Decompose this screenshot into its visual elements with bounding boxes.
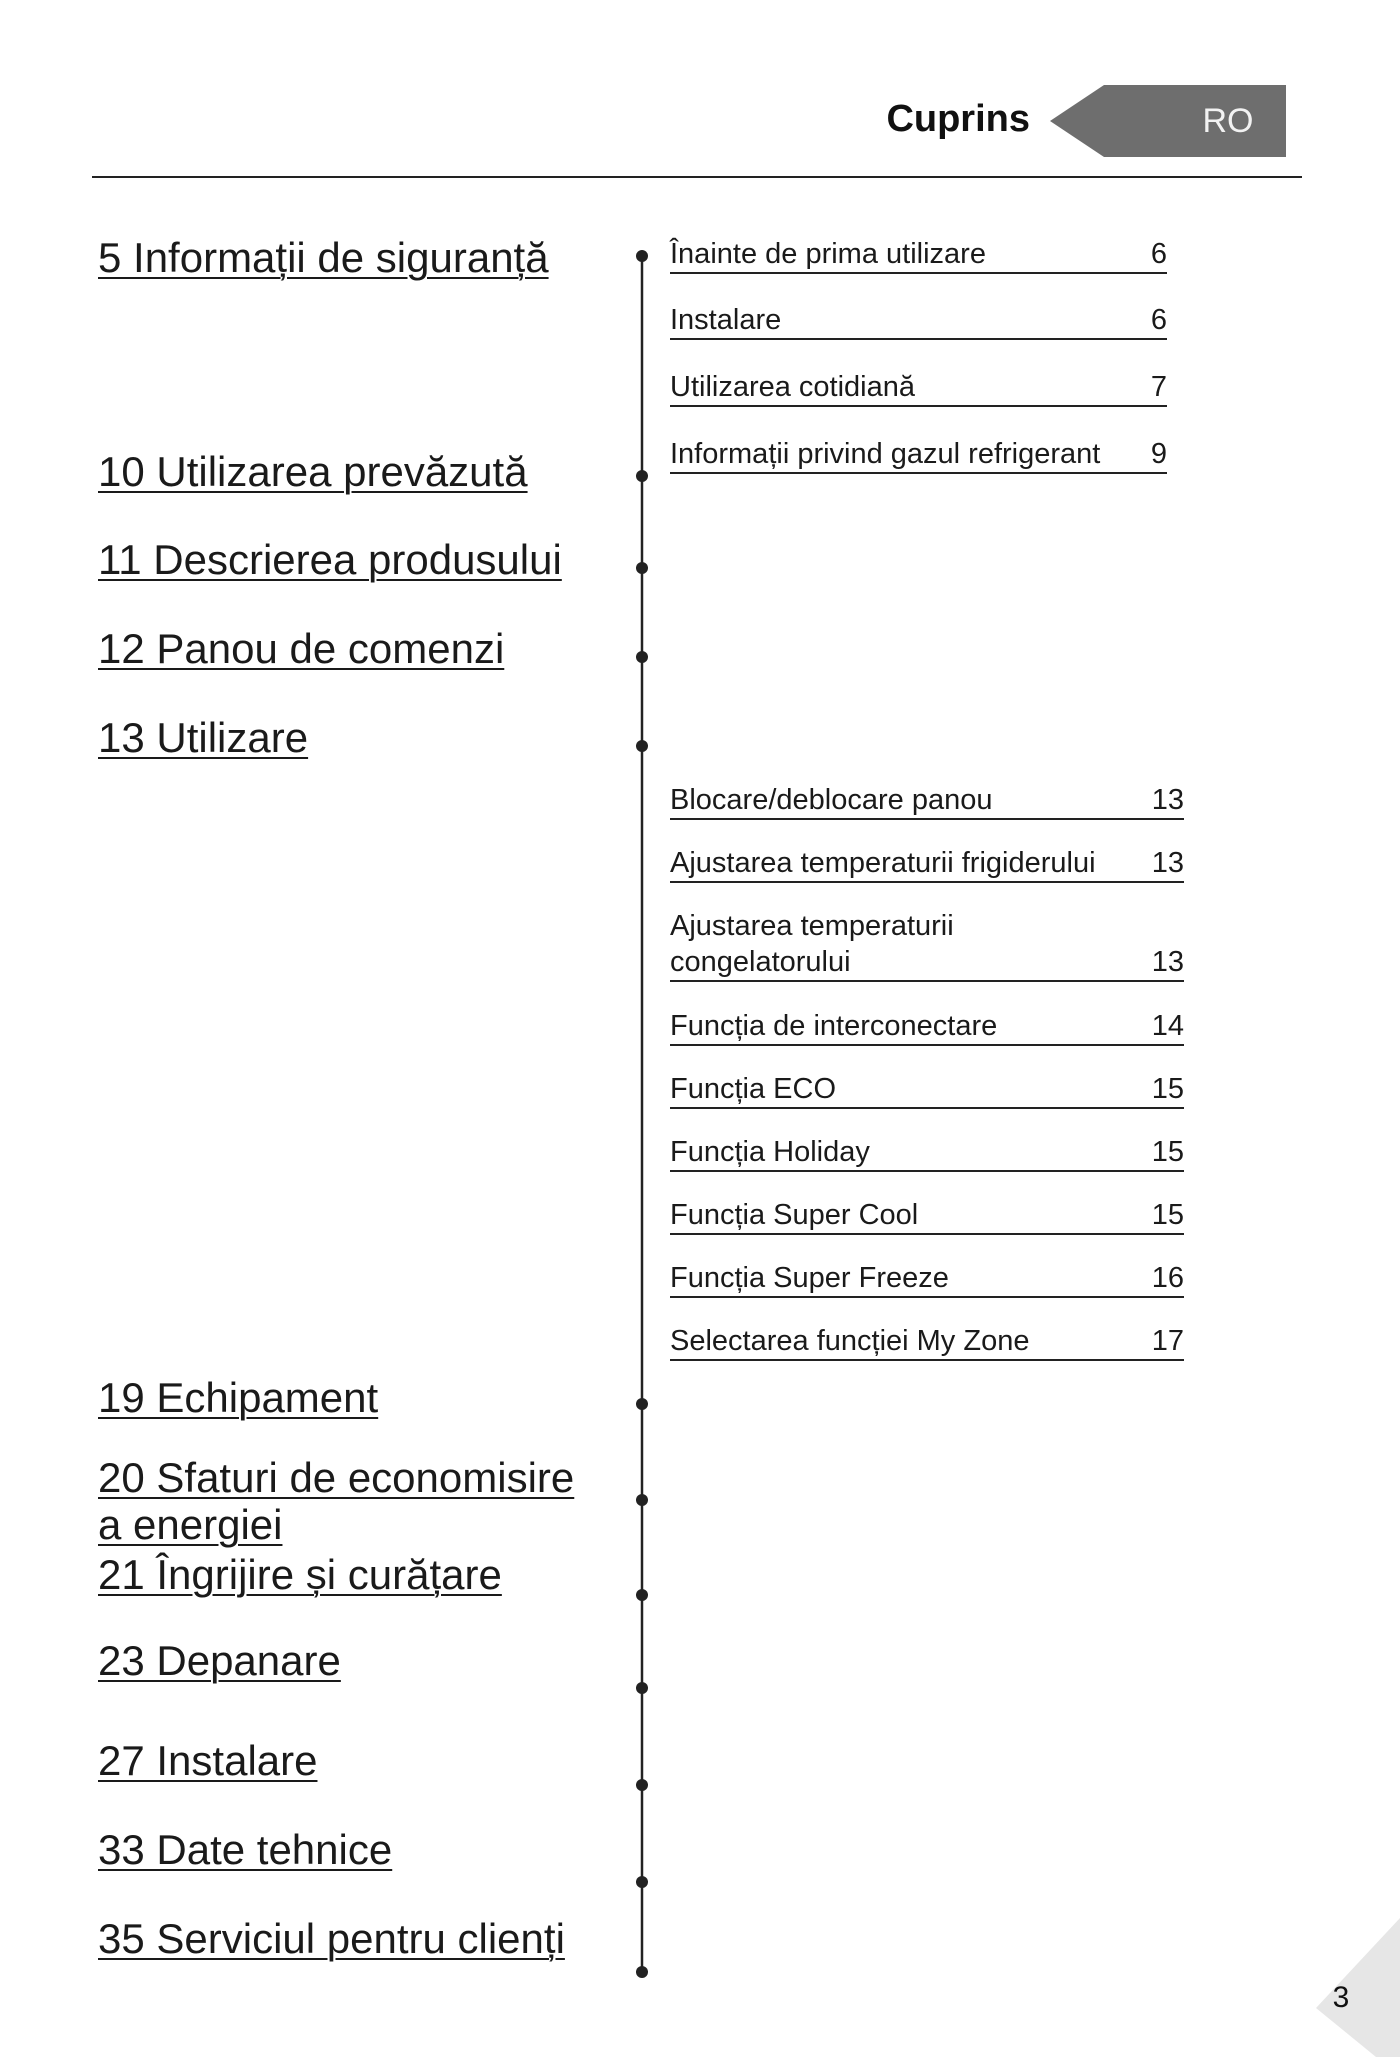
toc-subsection[interactable] [670,1323,1184,1361]
chapter-label: 27 Instalare [98,1737,318,1784]
chapter-label: 5 Informații de siguranță [98,234,549,281]
subsection-title: Instalare [670,304,782,336]
timeline-dot [636,1876,648,1888]
chapter-label: 12 Panou de comenzi [98,625,505,672]
toc-subsection[interactable] [670,845,1184,883]
timeline-dot [636,1398,648,1410]
subsection-page: 13 [1151,784,1184,816]
toc-subsection[interactable] [670,1008,1184,1046]
chapter-label: 10 Utilizarea prevăzută [98,448,528,495]
toc-subsection[interactable] [670,1197,1184,1235]
toc-chapter-installation[interactable] [98,1737,598,1785]
language-label: RO [1202,102,1254,140]
subsection-page: 6 [1150,304,1167,336]
timeline-dot [636,1589,648,1601]
toc-chapter-technical-data[interactable] [98,1826,598,1874]
subsection-page: 14 [1151,1010,1184,1042]
subsection-page: 16 [1151,1262,1184,1294]
subsection-title: Funcția de interconectare [670,1010,998,1042]
subsection-page: 17 [1151,1325,1184,1357]
toc-chapter-intended-use[interactable] [98,448,598,496]
toc-subsection[interactable] [670,1071,1184,1109]
toc-subsection[interactable] [670,908,1184,982]
subsection-page: 9 [1150,438,1167,470]
toc-subsection[interactable] [670,1134,1184,1172]
toc-chapter-safety[interactable] [98,234,598,282]
timeline-dot [636,562,648,574]
timeline-dot [636,470,648,482]
toc-timeline [636,250,648,1980]
language-tab [1050,85,1286,157]
subsection-page: 15 [1151,1136,1184,1168]
subsection-title: Funcția Super Cool [670,1199,919,1231]
toc-chapter-equipment[interactable] [98,1374,598,1422]
chapter-label: 33 Date tehnice [98,1826,393,1873]
subsection-title: Funcția Holiday [670,1136,870,1168]
toc-subsection[interactable] [670,369,1167,407]
page-title: Cuprins [886,98,1030,140]
chapter-label: 35 Serviciul pentru clienți [98,1915,565,1962]
toc-chapter-control-panel[interactable] [98,625,598,673]
subsection-title: Ajustarea temperaturii congelatorului [670,910,954,978]
toc-chapter-customer-service[interactable] [98,1915,598,1963]
toc-chapter-care-cleaning[interactable] [98,1551,598,1599]
subsection-title: Funcția ECO [670,1073,836,1105]
timeline-dot [636,1779,648,1791]
toc-chapter-product-description[interactable] [98,536,598,584]
subsection-page: 6 [1150,238,1167,270]
subsection-page: 7 [1150,371,1167,403]
toc-chapter-troubleshooting[interactable] [98,1637,598,1685]
header-divider [92,176,1302,178]
chapter-label: 21 Îngrijire și curățare [98,1551,502,1598]
toc-chapter-energy-saving[interactable] [98,1454,578,1548]
subsection-title: Informații privind gazul refrigerant [670,438,1101,470]
chapter-label: 20 Sfaturi de economisire a energiei [98,1454,575,1548]
page-number: 3 [1332,1981,1350,2014]
timeline-dot [636,1966,648,1978]
subsection-page: 13 [1151,847,1184,879]
subsection-page: 13 [1151,946,1184,978]
chapter-label: 13 Utilizare [98,714,309,761]
subsection-page: 15 [1151,1199,1184,1231]
chapter-label: 11 Descrierea produsului [98,536,562,583]
subsection-title: Funcția Super Freeze [670,1262,949,1294]
subsection-title: Blocare/deblocare panou [670,784,993,816]
toc-subsection[interactable] [670,782,1184,820]
toc-subsection[interactable] [670,436,1167,474]
toc-subsection[interactable] [670,1260,1184,1298]
subsection-title: Ajustarea temperaturii frigiderului [670,847,1096,879]
toc-subsection[interactable] [670,236,1167,274]
timeline-dot [636,250,648,262]
timeline-dot [636,1682,648,1694]
subsection-title: Selectarea funcției My Zone [670,1325,1030,1357]
timeline-dot [636,740,648,752]
subsection-title: Utilizarea cotidiană [670,371,916,403]
chapter-label: 23 Depanare [98,1637,341,1684]
subsection-title: Înainte de prima utilizare [670,238,986,270]
toc-chapter-usage[interactable] [98,714,598,762]
timeline-dot [636,1494,648,1506]
chapter-label: 19 Echipament [98,1374,379,1421]
timeline-dot [636,651,648,663]
toc-subsection[interactable] [670,302,1167,340]
subsection-page: 15 [1151,1073,1184,1105]
